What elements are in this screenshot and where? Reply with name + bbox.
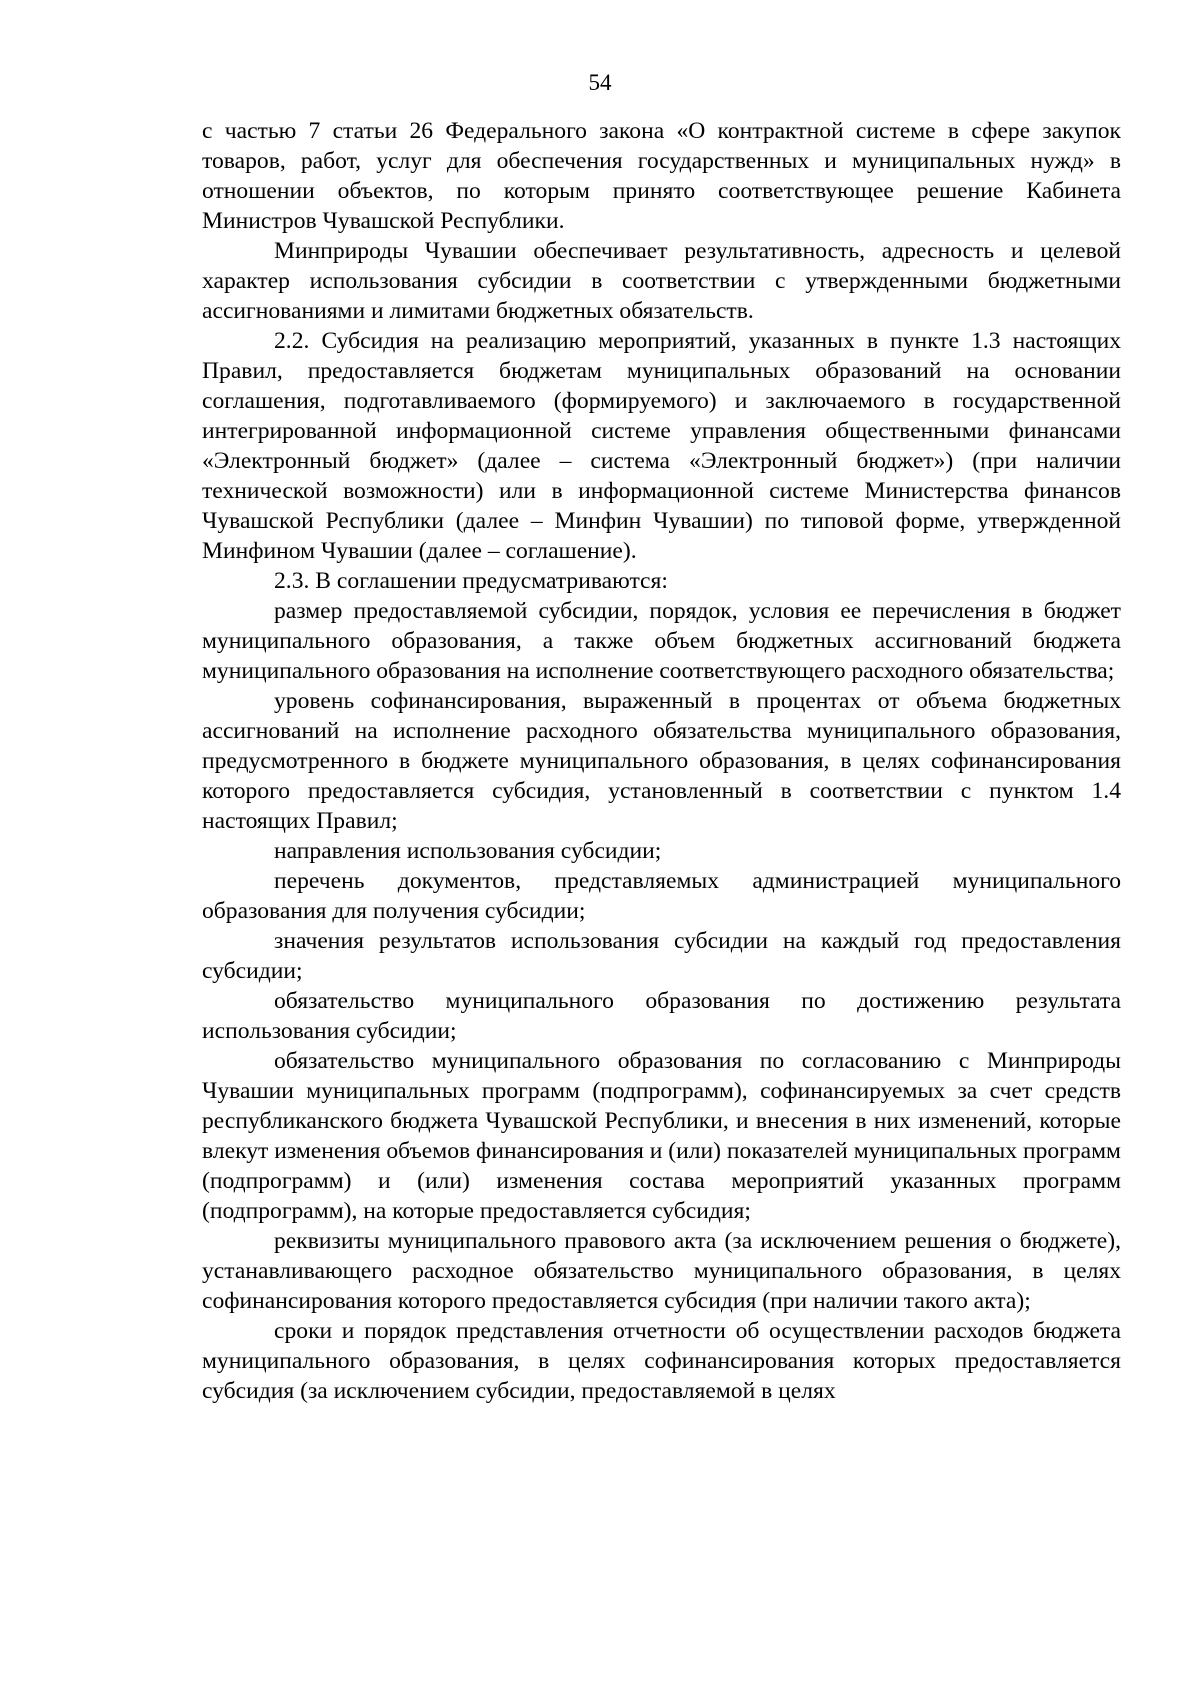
paragraph-10: обязательство муниципального образования по достижению результата использования субсидии; [202,988,1121,1044]
paragraph-12: реквизиты муниципального правового акта (за исключением решения о бюджете), устанавливающего расходное обязательство муниципального образования, в целях софинансирования которого предоставляется субсидия (при наличии такого акта); [202,1228,1121,1314]
document-body [202,116,1121,1406]
paragraph-9: значения результатов использования субсидии на каждый год предоставления субсидии; [202,928,1121,984]
paragraph-3: 2.2. Субсидия на реализацию мероприятий, указанных в пункте 1.3 настоящих Правил, предоставляется бюджетам муниципальных образований на основании соглашения, подготавливаемого (формируемого) и заключаемого в государственной интегрированной информационной системе управления общественными финансами «Электронный бюджет» (далее – система «Электронный бюджет») (при наличии технической возможности) или в информационной системе Министерства финансов Чувашской Республики (далее – Минфин Чувашии) по типовой форме, утвержденной Минфином Чувашии (далее – соглашение). [202,328,1121,564]
paragraph-5: размер предоставляемой субсидии, порядок, условия ее перечисления в бюджет муниципального образования, а также объем бюджетных ассигнований бюджета муниципального образования на исполнение соответствующего расходного обязательства; [202,598,1121,684]
paragraph-2: Минприроды Чувашии обеспечивает результативность, адресность и целевой характер использования субсидии в соответствии с утвержденными бюджетными ассигнованиями и лимитами бюджетных обязательств. [202,238,1121,324]
paragraph-13: сроки и порядок представления отчетности об осуществлении расходов бюджета муниципального образования, в целях софинансирования которых предоставляется субсидия (за исключением субсидии, предоставляемой в целях [202,1318,1121,1404]
paragraph-8: перечень документов, представляемых администрацией муниципального образования для получения субсидии; [202,868,1121,924]
paragraph-4: 2.3. В соглашении предусматриваются: [274,568,668,594]
page-number: 54 [588,70,612,95]
paragraph-6: уровень софинансирования, выраженный в процентах от объема бюджетных ассигнований на исполнение расходного обязательства муниципального образования, предусмотренного в бюджете муниципального образования, в целях софинансирования которого предоставляется субсидия, установленный в соответствии с пунктом 1.4 настоящих Правил; [202,688,1121,834]
paragraph-1: с частью 7 статьи 26 Федерального закона «О контрактной системе в сфере закупок товаров, работ, услуг для обеспечения государственных и муниципальных нужд» в отношении объектов, по которым принято соответствующее решение Кабинета Министров Чувашской Республики. [202,118,1121,234]
paragraph-11: обязательство муниципального образования по согласованию с Минприроды Чувашии муниципальных программ (подпрограмм), софинансируемых за счет средств республиканского бюджета Чувашской Республики, и внесения в них изменений, которые влекут изменения объемов финансирования и (или) показателей муниципальных программ (подпрограмм) и (или) изменения состава мероприятий указанных программ (подпрограмм), на которые предоставляется субсидия; [202,1048,1121,1224]
paragraph-7: направления использования субсидии; [274,838,662,864]
